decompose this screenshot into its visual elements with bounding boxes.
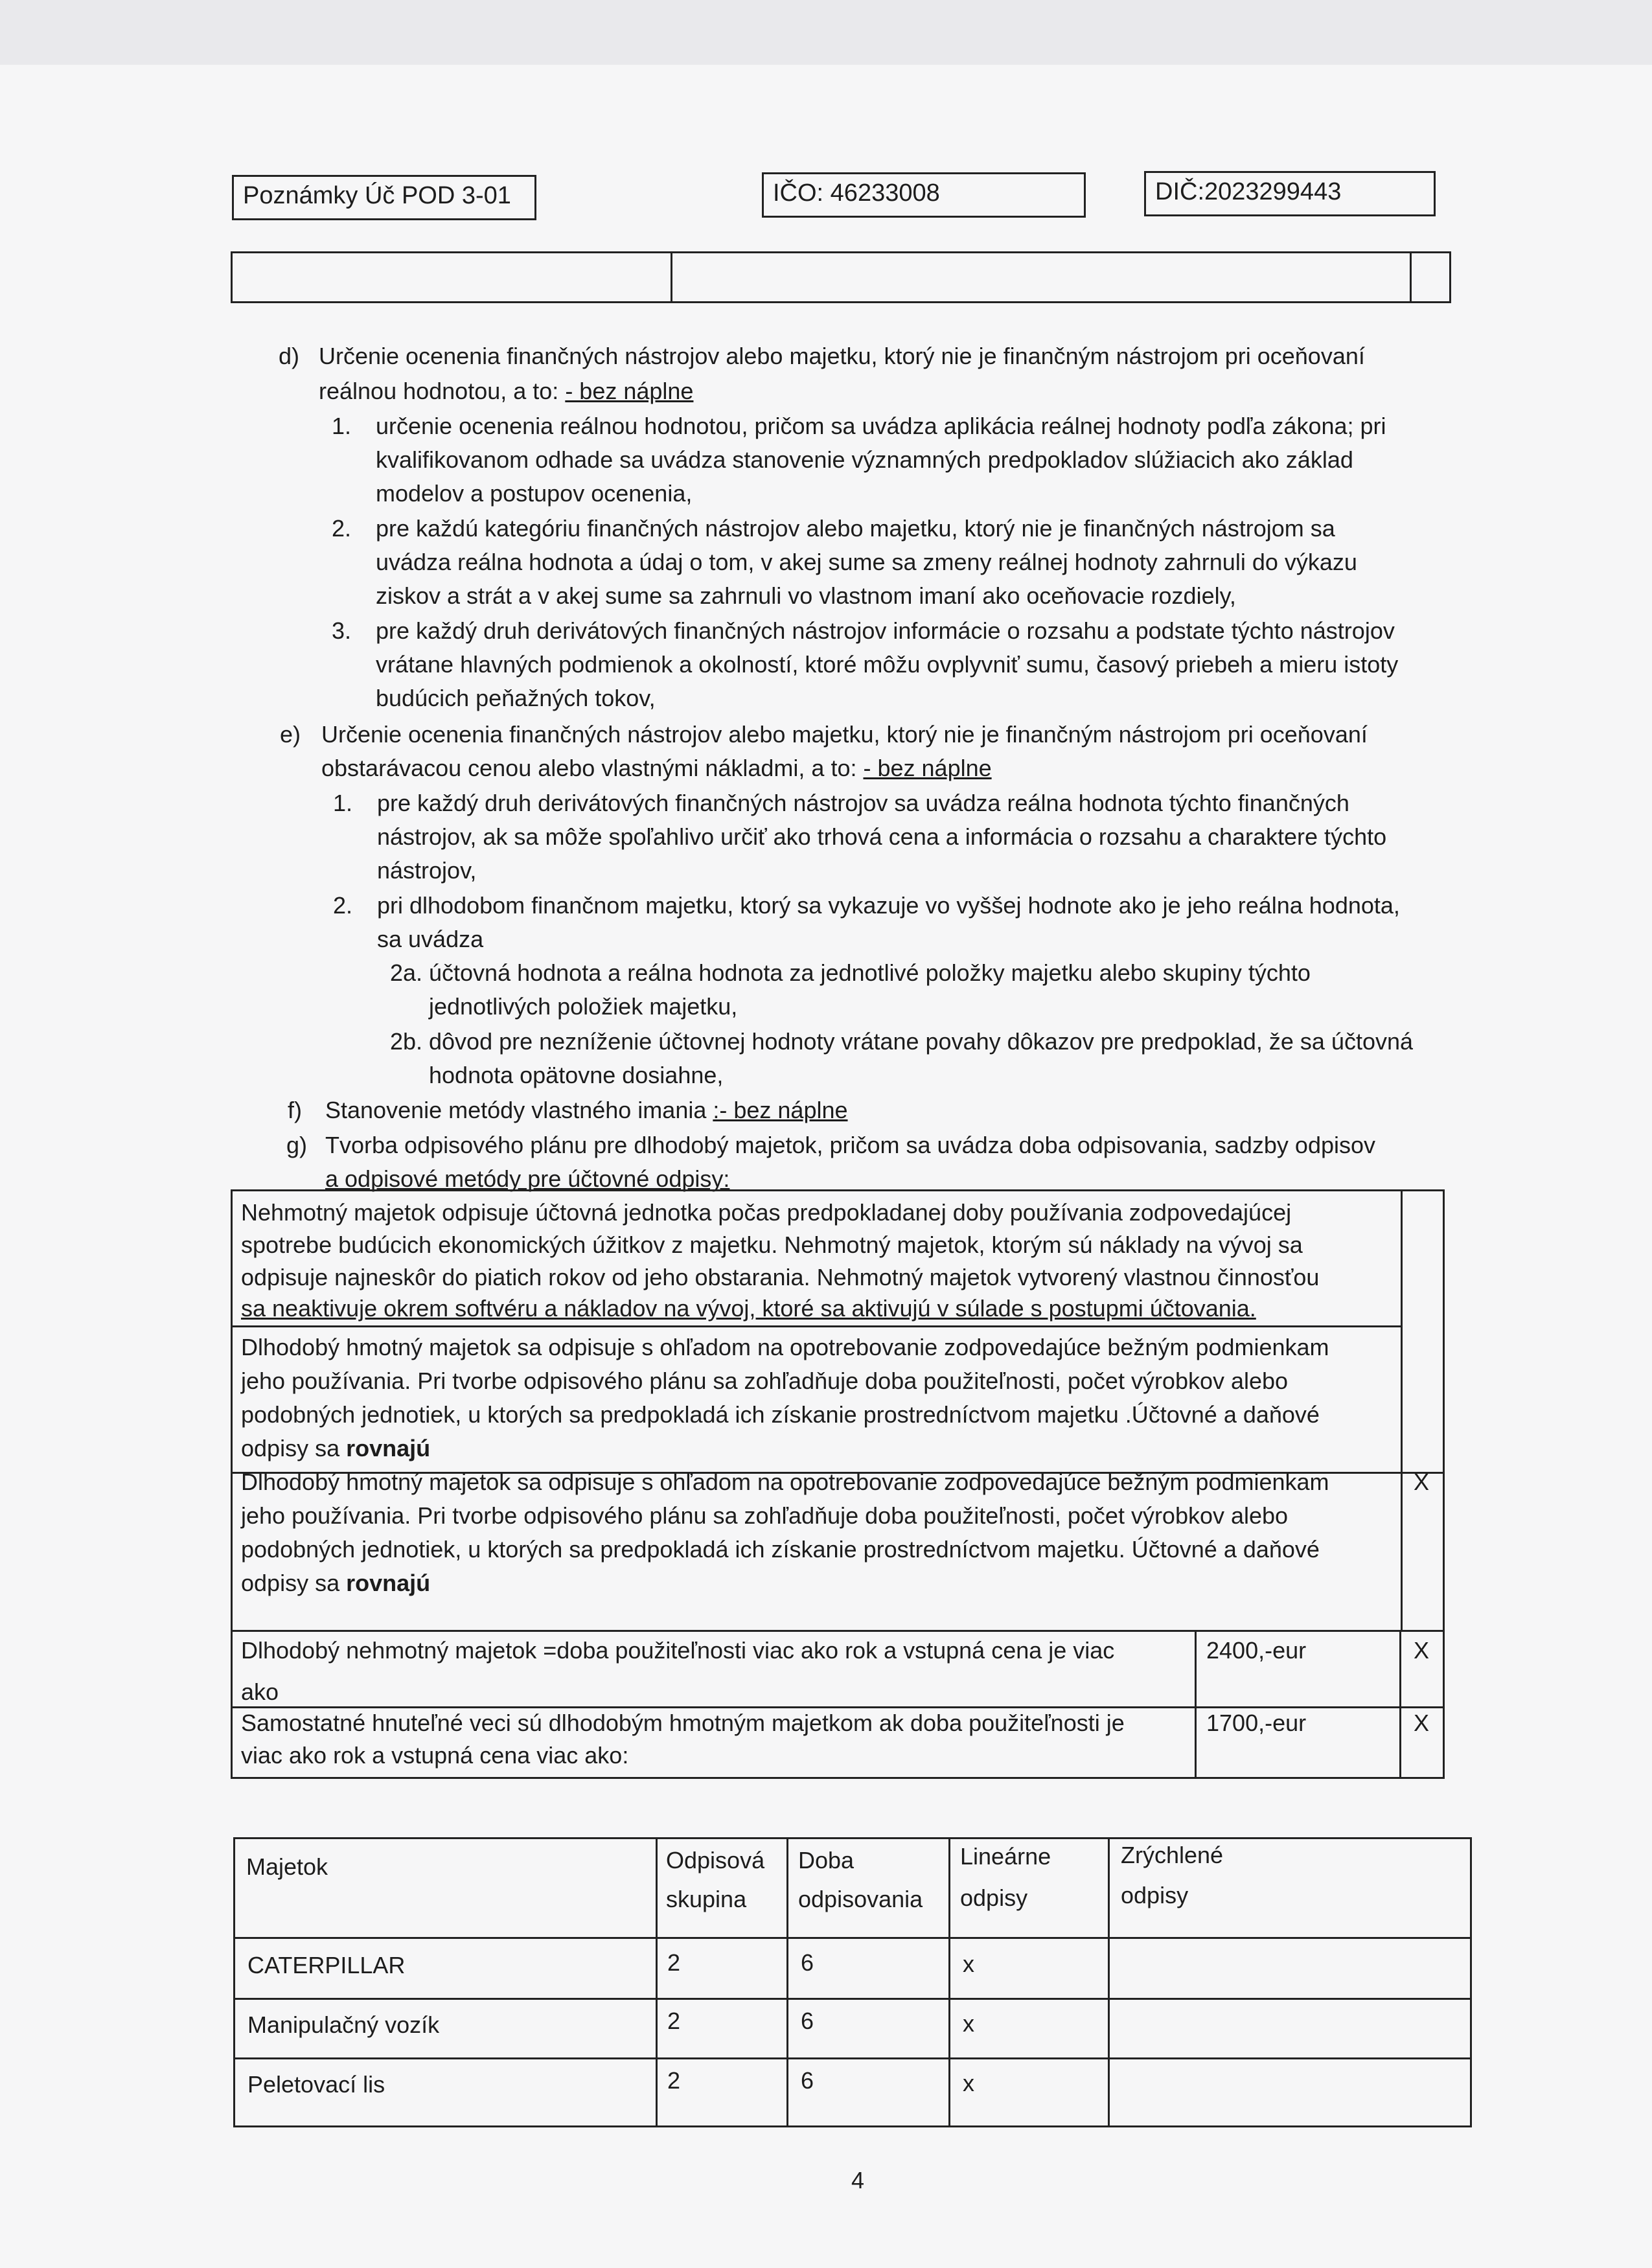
section-e-sub-2b-number: 2b. <box>390 1028 423 1055</box>
asset-header: Majetok <box>246 1853 328 1880</box>
asset-table-column-divider <box>656 1837 658 2127</box>
policy-row-3-line: podobných jednotiek, u ktorých sa predpokladá ich získanie prostredníctvom majetku. Účtovné a daňové <box>241 1536 1320 1563</box>
header-strip-divider <box>671 251 672 303</box>
asset-row-1-linear: x <box>963 1951 974 1977</box>
policy-row-3-mark: X <box>1414 1469 1430 1495</box>
asset-table-row-divider <box>233 1937 1472 1939</box>
section-d-item-1-line: určenie ocenenia reálnou hodnotou, pričom sa uvádza aplikácia reálnej hodnoty podľa zákona; pri <box>376 413 1386 439</box>
policy-row-3-end: odpisy sa <box>241 1570 347 1596</box>
section-e-item-1-number: 1. <box>333 790 353 816</box>
policy-row-2-end: odpisy sa <box>241 1435 347 1461</box>
policy-row-5-line: Samostatné hnuteľné veci sú dlhodobým hmotným majetkom ak doba použiteľnosti je <box>241 1710 1125 1736</box>
policy-row-4-line: Dlhodobý nehmotný majetok =doba použiteľnosti viac ako rok a vstupná cena je viac <box>241 1637 1115 1664</box>
header-dic-box: DIČ:2023299443 <box>1144 171 1436 216</box>
asset-row-2-linear: x <box>963 2010 974 2037</box>
policy-row-separator <box>231 1630 1445 1632</box>
asset-table-column-divider <box>948 1837 950 2127</box>
policy-row-1-line: odpisuje najneskôr do piatich rokov od jeho obstarania. Nehmotný majetok vytvorený vlastnou činnosťou <box>241 1264 1320 1290</box>
section-e-item-1-line: nástrojov, <box>377 857 477 884</box>
section-d-item-3-line: vrátane hlavných podmienok a okolností, ktoré môžu ovplyvniť sumu, časový priebeh a mieru istoty <box>376 651 1399 678</box>
section-e-sub-2a-number: 2a. <box>390 959 423 986</box>
header-note-box: Poznámky Úč POD 3-01 <box>232 175 536 220</box>
asset-table-row-divider <box>233 2057 1472 2059</box>
section-d-item-3-line: pre každý druh derivátových finančných nástrojov informácie o rozsahu a podstate týchto nástrojov <box>376 617 1395 644</box>
section-d-item-2-line: pre každú kategóriu finančných nástrojov alebo majetku, ktorý nie je finančných nástrojom sa <box>376 515 1335 542</box>
policy-row-1-line: Nehmotný majetok odpisuje účtovná jednotka počas predpokladanej doby používania zodpovedajúcej <box>241 1199 1292 1226</box>
policy-row-3-line: jeho používania. Pri tvorbe odpisového plánu sa zohľadňuje doba použiteľnosti, počet výrobkov alebo <box>241 1502 1289 1529</box>
accelerated-header: odpisy <box>1121 1882 1189 1908</box>
section-d-line-1: Určenie ocenenia finančných nástrojov alebo majetku, ktorý nie je finančným nástrojom pri oceňovaní <box>319 343 1365 369</box>
section-e-sub-2b-line: dôvod pre nezníženie účtovnej hodnoty vrátane povahy dôkazov pre predpoklad, že sa účtovná <box>429 1028 1414 1055</box>
section-d-letter: d) <box>279 343 300 369</box>
policy-table-mark-column <box>1401 1189 1403 1630</box>
asset-table-column-divider <box>1108 1837 1110 2127</box>
section-g-letter: g) <box>286 1132 308 1158</box>
asset-row-3-linear: x <box>963 2070 974 2096</box>
section-e-item-1-line: nástrojov, ak sa môže spoľahlivo určiť ako trhová cena a informácia o rozsahu a charaktere týchto <box>377 823 1387 850</box>
page-number: 4 <box>851 2167 865 2194</box>
asset-table-column-divider <box>786 1837 788 2127</box>
policy-row-4-mark: X <box>1414 1637 1430 1664</box>
policy-row-3-bold: rovnajú <box>346 1570 431 1596</box>
linear-header: odpisy <box>960 1884 1028 1911</box>
asset-table-frame <box>233 1837 1472 2127</box>
asset-row-3-asset: Peletovací lis <box>247 2071 385 2098</box>
section-d-item-1-number: 1. <box>332 413 352 439</box>
asset-row-2-period: 6 <box>801 2008 814 2034</box>
policy-table-value-column <box>1195 1630 1197 1779</box>
section-f-letter: f) <box>288 1097 302 1123</box>
section-f-text: Stanovenie metódy vlastného imania <box>325 1097 713 1123</box>
section-f-line <box>325 1094 848 1127</box>
section-e-sub-2a-line: jednotlivých položiek majetku, <box>429 993 738 1020</box>
policy-row-4-value: 2400,-eur <box>1206 1637 1307 1664</box>
group-header: Odpisová <box>666 1847 765 1873</box>
asset-row-2-group: 2 <box>667 2008 681 2034</box>
section-d-text: reálnou hodnotou, a to: <box>319 378 566 404</box>
header-strip-divider <box>1410 251 1412 303</box>
accelerated-header: Zrýchlené <box>1121 1842 1224 1868</box>
asset-row-3-group: 2 <box>667 2067 681 2094</box>
section-e-sub-2a-line: účtovná hodnota a reálna hodnota za jednotlivé položky majetku alebo skupiny týchto <box>429 959 1311 986</box>
policy-table-mark-column <box>1399 1630 1401 1779</box>
linear-header: Lineárne <box>960 1843 1051 1870</box>
section-e-letter: e) <box>280 721 301 748</box>
section-e-item-2-number: 2. <box>333 892 353 919</box>
section-e-item-2-line: pri dlhodobom finančnom majetku, ktorý sa vykazuje vo vyššej hodnote ako je jeho reálna hodnota, <box>377 892 1400 919</box>
policy-row-3-line: Dlhodobý hmotný majetok sa odpisuje s ohľadom na opotrebovanie zodpovedajúce bežným podmienkam <box>241 1469 1329 1495</box>
policy-row-4-line: ako <box>241 1678 279 1705</box>
section-e-item-1-line: pre každý druh derivátových finančných nástrojov sa uvádza reálna hodnota týchto finančných <box>377 790 1349 816</box>
section-d-item-3-line: budúcich peňažných tokov, <box>376 685 656 711</box>
asset-table-row-divider <box>233 1998 1472 2000</box>
section-e-text: obstarávacou cenou alebo vlastnými nákladmi, a to: <box>321 755 864 781</box>
section-e-item-2-line: sa uvádza <box>377 926 484 952</box>
section-d-item-2-line: ziskov a strát a v akej sume sa zahrnuli vo vlastnom imaní ako oceňovacie rozdiely, <box>376 582 1236 609</box>
group-header: skupina <box>666 1886 747 1912</box>
policy-row-2-line <box>241 1432 430 1465</box>
asset-row-2-asset: Manipulačný vozík <box>247 2011 440 2038</box>
asset-row-1-period: 6 <box>801 1949 814 1976</box>
policy-row-2-line: Dlhodobý hmotný majetok sa odpisuje s ohľadom na opotrebovanie zodpovedajúce bežným podmienkam <box>241 1334 1329 1360</box>
policy-row-5-mark: X <box>1414 1710 1430 1736</box>
policy-row-2-line: jeho používania. Pri tvorbe odpisového plánu sa zohľadňuje doba použiteľnosti, počet výrobkov alebo <box>241 1368 1289 1394</box>
policy-row-1-line: spotrebe budúcich ekonomických úžitkov z majetku. Nehmotný majetok, ktorým sú náklady na vývoj sa <box>241 1231 1303 1258</box>
policy-row-1-line: sa neaktivuje okrem softvéru a nákladov na vývoj, ktoré sa aktivujú v súlade s postupmi účtovania. <box>241 1295 1256 1322</box>
policy-row-5-line: viac ako rok a vstupná cena viac ako: <box>241 1742 629 1769</box>
section-d-item-1-line: kvalifikovanom odhade sa uvádza stanovenie významných predpokladov slúžiacich ako základ <box>376 446 1353 473</box>
period-header: odpisovania <box>798 1886 923 1912</box>
section-d-note: - bez náplne <box>565 378 694 404</box>
section-e-line-2 <box>321 751 992 785</box>
section-f-note: :- bez náplne <box>713 1097 848 1123</box>
section-d-item-2-number: 2. <box>332 515 352 542</box>
section-d-item-1-line: modelov a postupov ocenenia, <box>376 480 693 507</box>
section-e-sub-2b-line: hodnota opätovne dosiahne, <box>429 1062 724 1088</box>
policy-row-2-line: podobných jednotiek, u ktorých sa predpokladá ich získanie prostredníctvom majetku .Účtovné a daňové <box>241 1401 1320 1428</box>
asset-row-3-period: 6 <box>801 2067 814 2094</box>
section-e-note: - bez náplne <box>863 755 992 781</box>
policy-row-5-value: 1700,-eur <box>1206 1710 1307 1736</box>
policy-row-3-line <box>241 1566 430 1599</box>
header-strip <box>231 251 1451 303</box>
policy-row-2-bold: rovnajú <box>346 1435 431 1461</box>
section-g-line-2: a odpisové metódy pre účtovné odpisy: <box>325 1165 730 1192</box>
period-header: Doba <box>798 1847 855 1873</box>
section-e-line-1: Určenie ocenenia finančných nástrojov alebo majetku, ktorý nie je finančným nástrojom pri oceňovaní <box>321 721 1368 748</box>
asset-row-1-group: 2 <box>667 1949 681 1976</box>
section-d-line-2 <box>319 374 693 408</box>
policy-row-separator <box>231 1325 1401 1327</box>
section-d-item-2-line: uvádza reálna hodnota a údaj o tom, v akej sume sa zmeny reálnej hodnoty zahrnuli do výkazu <box>376 549 1357 575</box>
section-g-line-1: Tvorba odpisového plánu pre dlhodobý majetok, pričom sa uvádza doba odpisovania, sadzby odpisov <box>325 1132 1376 1158</box>
asset-row-1-asset: CATERPILLAR <box>247 1952 406 1978</box>
header-ico-box: IČO: 46233008 <box>762 172 1086 218</box>
section-d-item-3-number: 3. <box>332 617 352 644</box>
